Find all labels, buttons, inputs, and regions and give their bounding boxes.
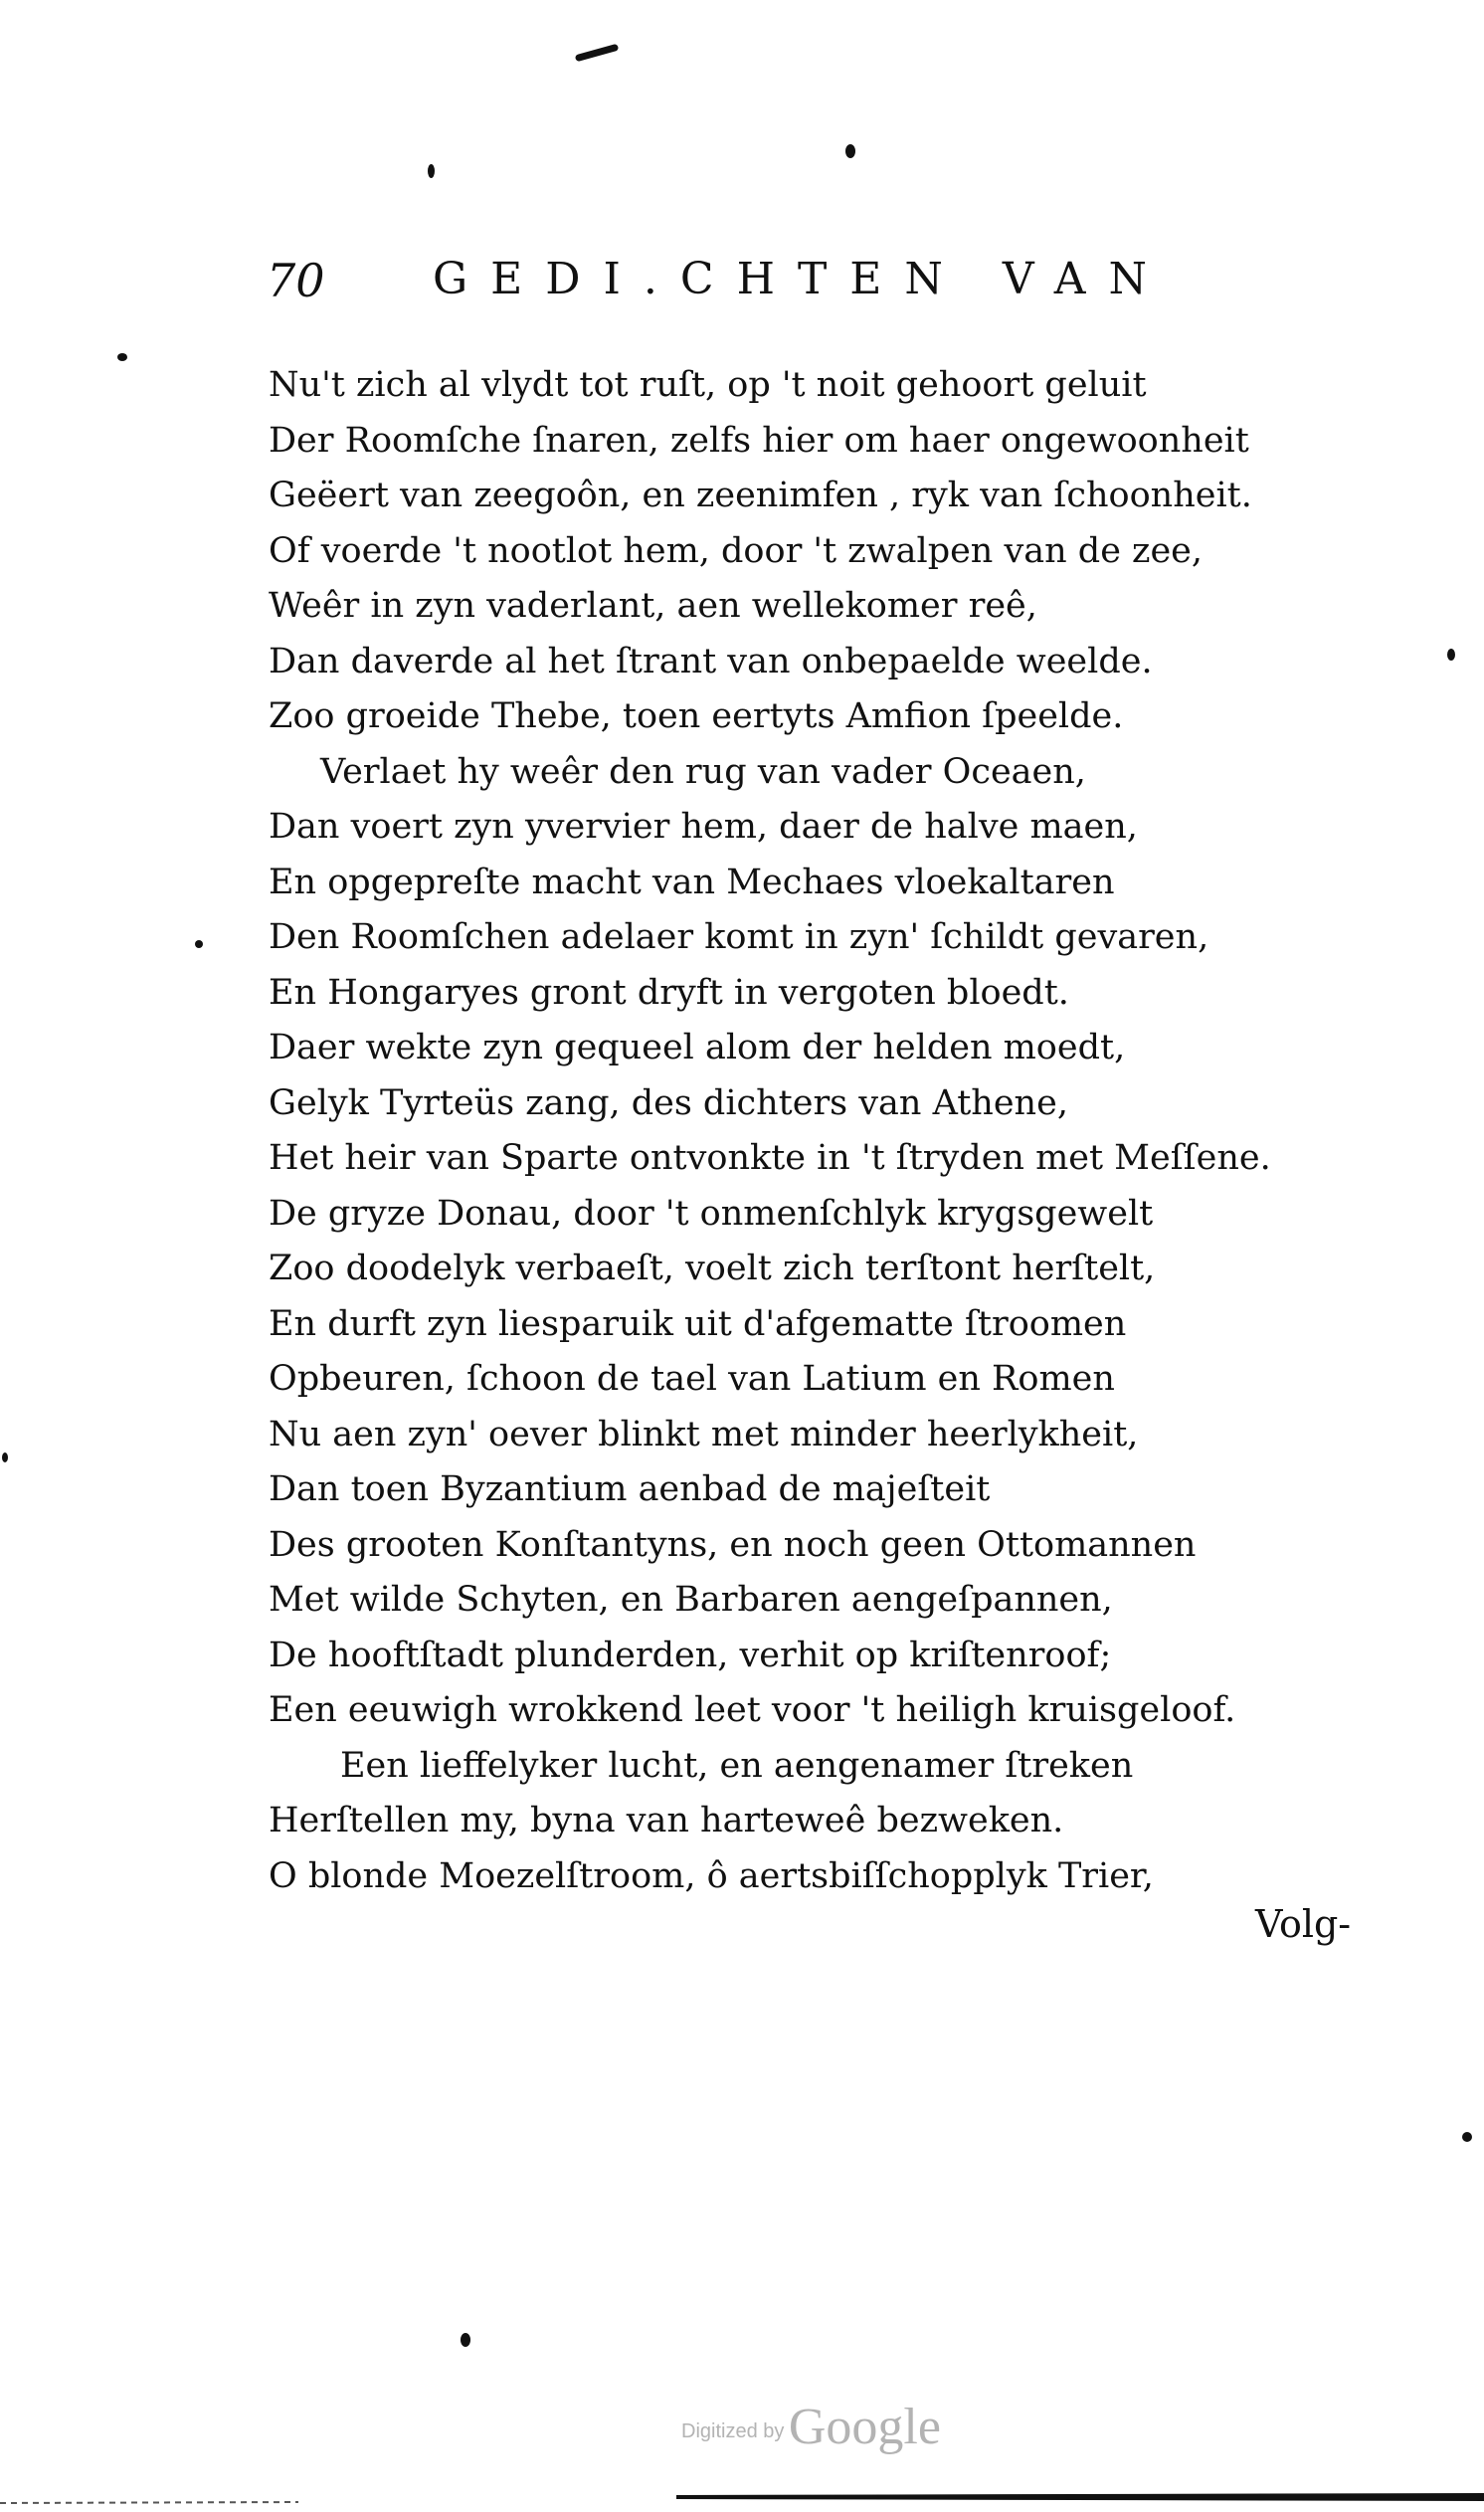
ink-speck [2,1452,8,1462]
ink-speck [1462,2132,1472,2142]
poem-line: Daer wekte zyn gequeel alom der helden moedt, [269,1028,1126,1067]
poem-line: Des grooten Konſtantyns, en noch geen Ottomannen [269,1524,1197,1565]
poem-line: Geëert van zeegoôn, en zeenimfen , ryk van ſchoonheit. [269,476,1252,515]
poem-line: Een eeuwigh wrokkend leet voor 't heiligh kruisgeloof. [269,1690,1236,1730]
poem-line: Den Roomſchen adelaer komt in zyn' ſchildt gevaren, [269,917,1209,957]
poem-line: Zoo doodelyk verbaeſt, voelt zich terſtont herſtelt, [269,1249,1156,1288]
ink-speck [195,940,203,948]
running-title: GEDI.CHTEN VAN [433,254,1170,304]
poem-line: Het heir van Sparte ontvonkte in 't ſtryden met Meſſene. [269,1138,1271,1178]
poem-line: Opbeuren, ſchoon de tael van Latium en Romen [269,1359,1115,1399]
catchword: Volg- [1255,1902,1352,1946]
page-number: 70 [267,254,325,307]
poem-line: Of voerde 't nootlot hem, door 't zwalpen van de zee, [269,530,1204,571]
poem-line: Der Roomſche ſnaren, zelfs hier om haer ongewoonheit [269,420,1249,461]
ink-speck [1447,649,1455,661]
watermark-prefix: Digitized by [681,2420,785,2442]
poem-line: Verlaet hy weêr den rug van vader Oceaen, [320,751,1086,792]
poem-line: Met wilde Schyten, en Barbaren aengeſpannen, [269,1580,1113,1620]
poem-line: Herſtellen my, byna van harteweê bezweken. [269,1801,1064,1840]
poem-line: Gelyk Tyrteüs zang, des dichters van Athene, [269,1082,1068,1123]
poem-line: Nu aen zyn' oever blinkt met minder heerlykheit, [269,1414,1139,1454]
poem-line: Nu't zich al vlydt tot ruſt, op 't noit gehoort geluit [269,365,1147,405]
poem-line: Dan toen Byzantium aenbad de majeſteit [269,1469,991,1509]
poem-line: Een lieffelyker lucht, en aengenamer ſtreken [340,1745,1134,1786]
poem-line: En durft zyn liesparuik uit d'afgematte ſtroomen [269,1303,1127,1344]
ink-speck [117,353,127,361]
ink-speck [845,144,855,158]
ink-speck [428,164,435,178]
poem-line: De hooftſtadt plunderden, verhit op kriſtenroof; [269,1635,1112,1675]
scan-bottom-edge [0,2485,1484,2512]
page-header [267,254,1182,313]
poem-text [269,358,1313,1904]
digitized-watermark [681,2398,941,2456]
poem-line: Dan voert zyn yvervier hem, daer de halve maen, [269,807,1138,847]
poem-line: Dan daverde al het ſtrant van onbepaelde weelde. [269,641,1153,681]
poem-line: O blonde Moezelſtroom, ô aertsbiſſchopplyk Trier, [269,1855,1154,1896]
ink-mark-top [0,0,1484,119]
poem-line: En opgepreſte macht van Mechaes vloekaltaren [269,862,1115,902]
poem-line: Zoo groeide Thebe, toen eertyts Amfion ſpeelde. [269,696,1124,736]
poem-line: De gryze Donau, door 't onmenſchlyk krygsgewelt [269,1193,1154,1234]
ink-speck [461,2333,470,2347]
poem-line: En Hongaryes gront dryft in vergoten bloedt. [269,972,1069,1013]
poem-line: Weêr in zyn vaderlant, aen wellekomer reê, [269,586,1037,626]
watermark-brand: Google [788,2399,941,2455]
